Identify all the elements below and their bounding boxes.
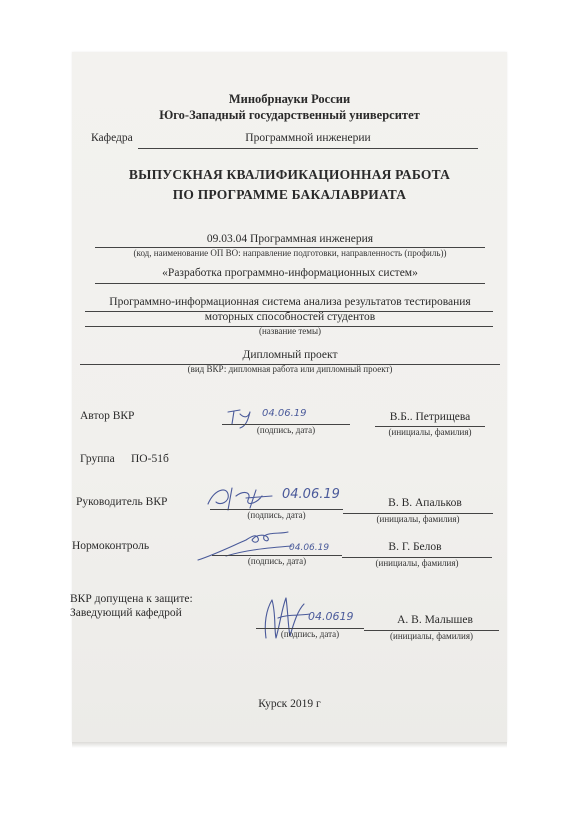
- head-name-caption: (инициалы, фамилия): [390, 631, 473, 641]
- supervisor-sign-caption: (подпись, дата): [247, 510, 306, 520]
- author-sign-caption: (подпись, дата): [256, 425, 316, 435]
- normcontrol-sign-caption: (подпись, дата): [247, 556, 307, 566]
- admission-line1: ВКР допущена к защите:: [70, 593, 193, 605]
- profile-value: «Разработка программно-информационных систем»: [162, 267, 418, 279]
- program-caption: (код, наименование ОП ВО: направление подготовки, направленность (профиль)): [133, 248, 447, 258]
- author-label: Автор ВКР: [80, 410, 135, 422]
- department-underline: [138, 148, 478, 149]
- head-sign-date: 04.0619: [308, 610, 354, 623]
- group-label: Группа: [80, 453, 115, 465]
- head-name: А. В. Малышев: [397, 614, 473, 626]
- work-title-line1: ВЫПУСКНАЯ КВАЛИФИКАЦИОННАЯ РАБОТА: [128, 167, 451, 182]
- author-sign-date: 04.06.19: [262, 408, 307, 419]
- normcontrol-label: Нормоконтроль: [72, 540, 150, 552]
- supervisor-signature-mark: [206, 484, 278, 512]
- author-name-caption: (инициалы, фамилия): [388, 427, 472, 437]
- normcontrol-name: В. Г. Белов: [388, 541, 442, 553]
- supervisor-signature: [206, 484, 278, 512]
- university-name: Юго-Западный государственный университет: [159, 108, 420, 122]
- supervisor-label: Руководитель ВКР: [76, 496, 168, 508]
- department-label: Кафедра: [91, 132, 133, 144]
- supervisor-name-caption: (инициалы, фамилия): [376, 514, 460, 524]
- topic-line1: Программно-информационная система анализа результатов тестирования: [109, 296, 471, 308]
- normcontrol-sign-date: 04.06.19: [289, 543, 330, 553]
- ministry-name: Минобрнауки России: [228, 92, 351, 106]
- admission-line2: Заведующий кафедрой: [70, 607, 182, 619]
- author-name: В.Б.. Петрищева: [389, 411, 471, 423]
- page-shadow: [72, 742, 507, 748]
- normcontrol-name-caption: (инициалы, фамилия): [375, 558, 459, 568]
- department-value: Программной инженерии: [245, 132, 371, 144]
- head-sign-caption: (подпись, дата): [280, 629, 340, 639]
- work-type-value: Дипломный проект: [242, 349, 338, 361]
- topic-caption: (название темы): [258, 326, 322, 336]
- profile-underline: [95, 283, 485, 284]
- program-value: 09.03.04 Программная инженерия: [206, 233, 374, 245]
- city-year: Курск 2019 г: [258, 698, 321, 710]
- work-title-line2: ПО ПРОГРАММЕ БАКАЛАВРИАТА: [172, 187, 407, 202]
- work-type-caption: (вид ВКР: дипломная работа или дипломный проект): [187, 364, 393, 374]
- supervisor-sign-date: 04.06.19: [282, 487, 340, 502]
- supervisor-name: В. В. Апальков: [388, 497, 462, 509]
- topic-line2: моторных способностей студентов: [204, 311, 376, 323]
- group-value: ПО-51б: [131, 453, 169, 465]
